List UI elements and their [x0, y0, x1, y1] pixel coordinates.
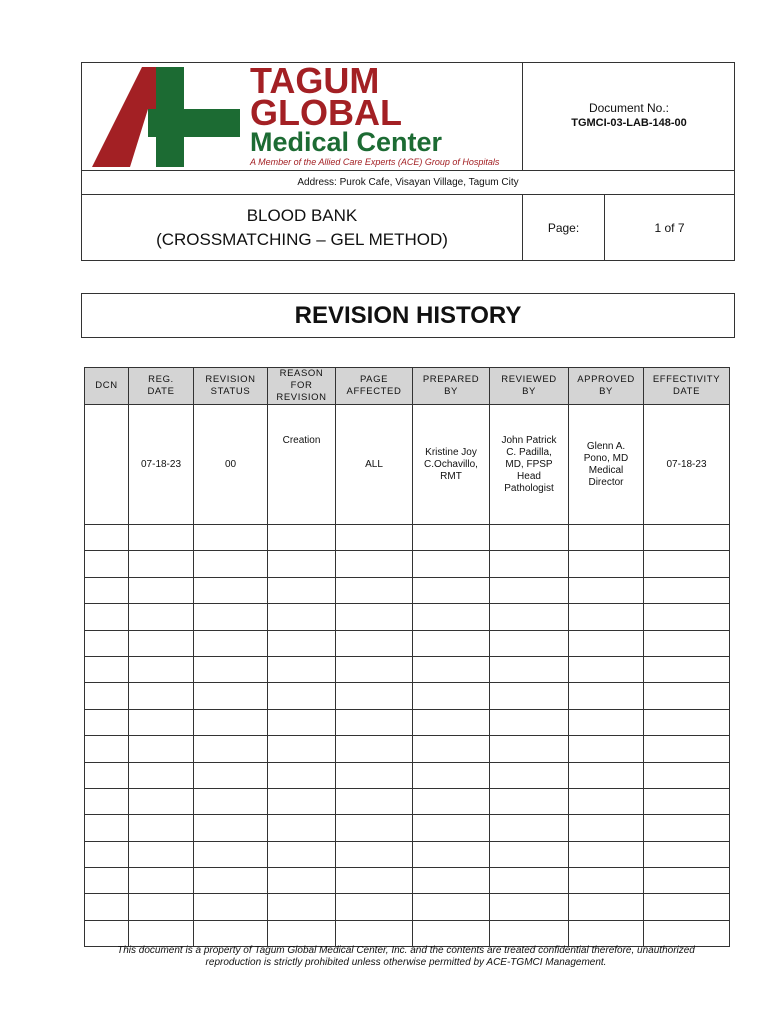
table-cell: [413, 577, 490, 603]
table-cell: [569, 709, 644, 735]
table-row: [85, 868, 730, 894]
table-row: [85, 630, 730, 656]
table-row: [85, 604, 730, 630]
column-header-approved-by: APPROVED BY: [569, 368, 644, 405]
table-cell: [85, 788, 129, 814]
table-cell: [194, 683, 268, 709]
table-cell: [194, 815, 268, 841]
table-cell: [413, 630, 490, 656]
table-cell: [490, 577, 569, 603]
table-cell: [644, 551, 730, 577]
table-row: [85, 894, 730, 920]
table-cell: [413, 841, 490, 867]
table-cell: [336, 525, 413, 551]
document-number: TGMCI-03-LAB-148-00: [571, 117, 687, 129]
table-cell: [336, 630, 413, 656]
cell-page-affected: ALL: [336, 405, 413, 525]
table-row: [85, 841, 730, 867]
table-cell: [569, 604, 644, 630]
table-cell: [336, 841, 413, 867]
table-cell: [336, 656, 413, 682]
table-cell: [644, 841, 730, 867]
table-cell: [129, 630, 194, 656]
table-cell: [336, 709, 413, 735]
table-cell: [644, 630, 730, 656]
table-cell: [490, 762, 569, 788]
table-cell: [569, 551, 644, 577]
table-cell: [194, 630, 268, 656]
table-cell: [413, 868, 490, 894]
table-cell: [268, 709, 336, 735]
brand-name-global: GLOBAL: [250, 92, 402, 133]
table-cell: [85, 894, 129, 920]
table-cell: [85, 525, 129, 551]
table-cell: [268, 815, 336, 841]
table-cell: [413, 762, 490, 788]
table-cell: [569, 656, 644, 682]
document-number-cell: [523, 63, 735, 170]
document-number-label: Document No.:: [588, 101, 670, 115]
column-header-page-affected: PAGE AFFECTED: [336, 368, 413, 405]
table-row: [85, 736, 730, 762]
column-header-reg-date: REG. DATE: [129, 368, 194, 405]
table-cell: [85, 841, 129, 867]
table-cell: [490, 841, 569, 867]
table-cell: [268, 577, 336, 603]
table-cell: [268, 604, 336, 630]
table-cell: [490, 920, 569, 946]
table-cell: [268, 736, 336, 762]
table-cell: [569, 762, 644, 788]
table-cell: [490, 815, 569, 841]
title-line-1: BLOOD BANK: [246, 206, 358, 225]
table-cell: [268, 656, 336, 682]
table-cell: [413, 894, 490, 920]
table-cell: [85, 815, 129, 841]
table-cell: [569, 683, 644, 709]
table-cell: [194, 920, 268, 946]
cell-reg-date: 07-18-23: [129, 405, 194, 525]
table-cell: [336, 920, 413, 946]
title-line-2: (CROSSMATCHING – GEL METHOD): [156, 230, 448, 249]
cell-prepared-by: Kristine Joy C.Ochavillo, RMT: [413, 405, 490, 525]
table-cell: [336, 788, 413, 814]
table-cell: [194, 525, 268, 551]
table-cell: [490, 894, 569, 920]
table-cell: [194, 762, 268, 788]
table-cell: [413, 709, 490, 735]
table-cell: [569, 525, 644, 551]
table-cell: [129, 577, 194, 603]
table-cell: [336, 894, 413, 920]
table-cell: [268, 920, 336, 946]
table-cell: [569, 920, 644, 946]
cell-reviewed-by: John Patrick C. Padilla, MD, FPSP Head Pathologist: [490, 405, 569, 525]
brand-tagline: A Member of the Allied Care Experts (ACE) Group of Hospitals: [250, 157, 500, 167]
table-cell: [194, 551, 268, 577]
table-cell: [268, 551, 336, 577]
table-header-row: [85, 368, 730, 405]
table-row: [85, 577, 730, 603]
table-cell: [413, 604, 490, 630]
table-cell: [336, 551, 413, 577]
table-cell: [336, 683, 413, 709]
table-row: [85, 405, 730, 525]
table-cell: [569, 894, 644, 920]
table-cell: [85, 736, 129, 762]
table-cell: [268, 788, 336, 814]
revision-history-title: REVISION HISTORY: [81, 293, 735, 338]
page-number: 1 of 7: [654, 221, 685, 235]
table-cell: [194, 868, 268, 894]
table-cell: [413, 920, 490, 946]
table-cell: [569, 630, 644, 656]
table-cell: [336, 815, 413, 841]
table-cell: [129, 525, 194, 551]
table-cell: [268, 762, 336, 788]
table-cell: [194, 788, 268, 814]
table-cell: [490, 683, 569, 709]
column-header-reason: REASON FOR REVISION: [268, 368, 336, 405]
table-cell: [268, 630, 336, 656]
table-row: [85, 551, 730, 577]
table-cell: [194, 604, 268, 630]
table-row: [85, 920, 730, 946]
table-cell: [336, 762, 413, 788]
table-cell: [644, 736, 730, 762]
table-row: [85, 762, 730, 788]
table-cell: [644, 525, 730, 551]
table-cell: [129, 551, 194, 577]
table-cell: [129, 656, 194, 682]
table-row: [85, 656, 730, 682]
table-cell: [569, 868, 644, 894]
table-cell: [129, 894, 194, 920]
table-cell: [644, 762, 730, 788]
table-cell: [194, 894, 268, 920]
table-cell: [85, 709, 129, 735]
table-row: [85, 788, 730, 814]
table-cell: [194, 656, 268, 682]
table-cell: [569, 577, 644, 603]
cell-effectivity-date: 07-18-23: [644, 405, 730, 525]
table-cell: [129, 762, 194, 788]
table-cell: [85, 656, 129, 682]
document-header: [81, 62, 735, 261]
table-cell: [129, 604, 194, 630]
table-cell: [490, 868, 569, 894]
table-cell: [194, 841, 268, 867]
table-cell: [194, 709, 268, 735]
table-cell: [336, 604, 413, 630]
footer-line-1: This document is a property of Tagum Global Medical Center, Inc. and the contents are treated confidential therefore, unauthorized: [117, 945, 695, 956]
table-cell: [129, 841, 194, 867]
table-cell: [644, 868, 730, 894]
table-cell: [490, 525, 569, 551]
table-row: [85, 815, 730, 841]
address: Address: Purok Cafe, Visayan Village, Tagum City: [82, 170, 734, 195]
cell-reason: Creation: [268, 405, 336, 525]
table-cell: [194, 736, 268, 762]
table-cell: [129, 736, 194, 762]
table-cell: [413, 683, 490, 709]
table-cell: [413, 788, 490, 814]
table-cell: [644, 894, 730, 920]
table-cell: [644, 656, 730, 682]
table-cell: [569, 841, 644, 867]
table-cell: [129, 920, 194, 946]
table-cell: [413, 656, 490, 682]
table-cell: [644, 604, 730, 630]
cell-dcn: [85, 405, 129, 525]
table-cell: [336, 577, 413, 603]
table-cell: [569, 815, 644, 841]
table-cell: [336, 736, 413, 762]
table-row: [85, 709, 730, 735]
table-cell: [413, 815, 490, 841]
table-cell: [85, 551, 129, 577]
table-cell: [85, 868, 129, 894]
footer-line-2: reproduction is strictly prohibited unless otherwise permitted by ACE-TGMCI Management.: [205, 957, 607, 968]
table-cell: [129, 709, 194, 735]
table-cell: [129, 868, 194, 894]
table-row: [85, 683, 730, 709]
table-row: [85, 525, 730, 551]
table-cell: [644, 815, 730, 841]
table-cell: [268, 525, 336, 551]
column-header-revision-status: REVISION STATUS: [194, 368, 268, 405]
table-cell: [490, 551, 569, 577]
table-cell: [569, 736, 644, 762]
column-header-prepared-by: PREPARED BY: [413, 368, 490, 405]
brand-name-medical-center: Medical Center: [250, 127, 443, 157]
table-cell: [85, 630, 129, 656]
cell-revision-status: 00: [194, 405, 268, 525]
table-cell: [490, 709, 569, 735]
table-cell: [85, 683, 129, 709]
confidentiality-footer: [84, 945, 728, 969]
table-cell: [490, 736, 569, 762]
document-title: [82, 195, 523, 261]
table-cell: [644, 709, 730, 735]
page-label: Page:: [523, 195, 605, 261]
brand-name-tagum: TAGUM: [250, 60, 380, 101]
table-cell: [490, 656, 569, 682]
table-cell: [413, 551, 490, 577]
table-cell: [129, 683, 194, 709]
table-cell: [569, 788, 644, 814]
hospital-logo-icon: [90, 65, 245, 169]
table-cell: [129, 788, 194, 814]
table-cell: [644, 683, 730, 709]
table-cell: [413, 736, 490, 762]
table-cell: [85, 762, 129, 788]
table-cell: [413, 525, 490, 551]
cell-approved-by: Glenn A. Pono, MD Medical Director: [569, 405, 644, 525]
table-cell: [490, 604, 569, 630]
column-header-reviewed-by: REVIEWED BY: [490, 368, 569, 405]
table-cell: [268, 683, 336, 709]
table-cell: [336, 868, 413, 894]
revision-history-table: [84, 367, 730, 947]
table-cell: [129, 815, 194, 841]
column-header-effectivity-date: EFFECTIVITY DATE: [644, 368, 730, 405]
table-cell: [644, 577, 730, 603]
table-cell: [490, 788, 569, 814]
table-cell: [85, 577, 129, 603]
logo-cell: [82, 60, 523, 170]
table-cell: [268, 868, 336, 894]
table-cell: [490, 630, 569, 656]
table-cell: [268, 894, 336, 920]
table-cell: [644, 788, 730, 814]
table-cell: [268, 841, 336, 867]
column-header-dcn: DCN: [85, 368, 129, 405]
table-cell: [644, 920, 730, 946]
table-cell: [85, 604, 129, 630]
table-cell: [194, 577, 268, 603]
table-cell: [85, 920, 129, 946]
